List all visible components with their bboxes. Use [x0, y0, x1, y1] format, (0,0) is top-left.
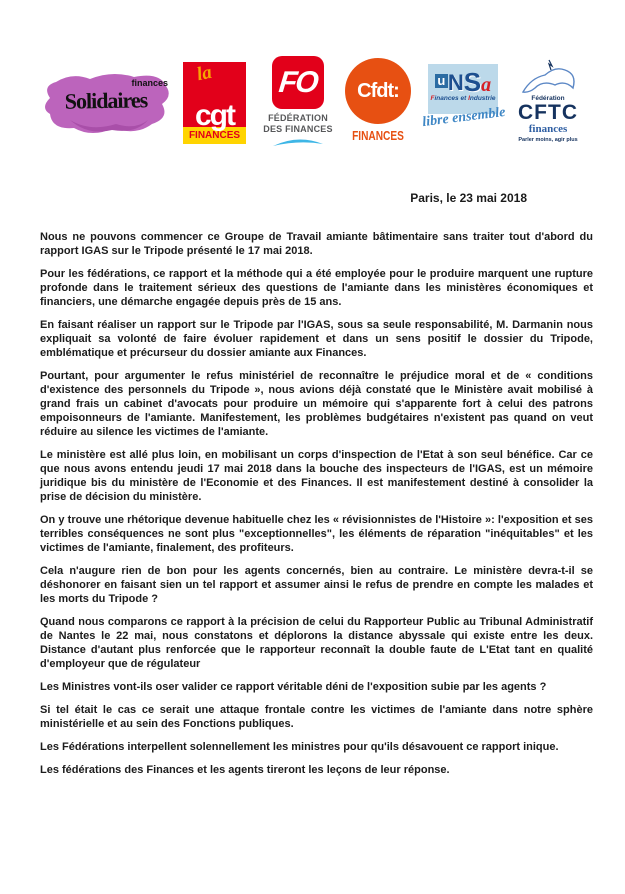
paragraph-8: Quand nous comparons ce rapport à la précision de celui du Rapporteur Public au Tribunal Administratif de Nantes le 22 mai, nous constatons et déplorons la distance abyssale qui existe entre les deux. Distance d'autant plus renforcée que le rapporteur reconnaît la double faute de L'Etat tant en qualité d'employeur que de régulateur	[40, 616, 593, 670]
unsa-letter-s: S	[463, 66, 482, 97]
cftc-wordmark: CFTC	[518, 101, 578, 124]
unsa-finances-industrie-label: Finances et Industrie	[430, 95, 496, 102]
unsa-finances-industrie-logo	[421, 64, 507, 140]
fo-swoosh-icon	[269, 137, 327, 147]
unsa-blue-box	[421, 64, 507, 131]
dateline: Paris, le 23 mai 2018	[410, 191, 527, 205]
fo-des-finances-label: DES FINANCES	[263, 124, 333, 135]
solidaires-wordmark: Solidaires	[64, 87, 148, 114]
cgt-wordmark: cgt	[195, 99, 234, 132]
cftc-tagline: Parler moins, agir plus	[518, 137, 578, 144]
unsa-wordmark	[428, 66, 498, 97]
cftc-finances-logo	[506, 58, 590, 144]
letter-body	[40, 230, 593, 786]
paragraph-4: Pourtant, pour argumenter le refus ministériel de reconnaître le préjudice moral et de « conditions d'existence des personnels du Tripode », nous avions déjà constaté que le Ministère avait mobilisé à grand frais un cabinet d'avocats pour produire un mémoire qui s'apparente fort à celui des patrons empoisonneurs de l'amiante. Manifestement, les problèmes budgétaires n'existent pas quand on veut réduire au silence les victimes de l'amiante.	[40, 370, 593, 438]
cgt-finances-logo	[183, 62, 246, 146]
paragraph-2: Pour les fédérations, ce rapport et la méthode qui a été employée pour le produire marquent une rupture profonde dans le traitement sérieux des questions de l'amiante dans les ministères économiques et financiers, une démarche engagée depuis près de 15 ans.	[40, 268, 593, 308]
fo-red-box	[272, 56, 324, 109]
paragraph-3: En faisant réaliser un rapport sur le Tripode par l'IGAS, sous sa seule responsabilité, M. Darmanin nous expliquait sa volonté de faire évoluer rapidement et dans un sens positif le dossier du Tripode, emblématique et précurseur du dossier amiante aux Finances.	[40, 319, 593, 359]
cgt-la-script: la	[194, 61, 214, 86]
cgt-finances-band: FINANCES	[183, 127, 246, 144]
paragraph-6: On y trouve une rhétorique devenue habituelle chez les « révisionnistes de l'Histoire »: l'exposition et ses terribles conséquences ne sont plus "exceptionnelles", les éléments de réparation "inéquitables" et les victimes de l'amiante, finalement, des profiteurs.	[40, 514, 593, 554]
unsa-libre-ensemble-script: libre ensemble	[421, 104, 507, 131]
fo-federation-finances-logo	[252, 56, 344, 150]
cfdt-finances-label: FINANCES	[352, 128, 404, 143]
paragraph-9: Les Ministres vont-ils oser valider ce rapport véritable déni de l'exposition subie par les agents ?	[40, 681, 547, 693]
unsa-letter-n: N	[447, 70, 464, 95]
fo-wordmark: FO	[277, 65, 319, 99]
paragraph-11: Les Fédérations interpellent solennellement les ministres pour qu'ils désavouent ce rapport inique.	[40, 741, 559, 753]
cfdt-orange-circle	[345, 58, 411, 124]
unsa-letter-a: a	[481, 74, 492, 96]
paragraph-1: Nous ne pouvons commencer ce Groupe de Travail amiante bâtimentaire sans traiter tout d'abord du rapport IGAS sur le Tripode présenté le 17 mai 2018.	[40, 231, 593, 257]
cfdt-wordmark: Cfdt:	[357, 79, 399, 102]
paragraph-7: Cela n'augure rien de bon pour les agents concernés, bien au contraire. Le ministère devra-t-il se déshonorer en faisant sien un tel rapport et assumer ainsi le refus de prendre en compte les malades et les morts du Tripode ?	[40, 565, 593, 605]
cfdt-finances-logo	[338, 58, 418, 150]
paragraph-10: Si tel était le cas ce serait une attaque frontale contre les victimes de l'amiante dans notre sphère ministérielle et au sein des Fonctions publiques.	[40, 704, 593, 730]
paragraph-5: Le ministère est allé plus loin, en mobilisant un corps d'inspection de l'Etat à son seul bénéfice. Car ce que nous avons entendu jeudi 17 mai 2018 dans la bouche des inspecteurs de l'IGAS, est un mémoire juridique bis du ministère de l'Economie et des Finances. Il est manifestement destiné à consolider la prise de décision du ministère.	[40, 449, 593, 503]
cftc-bird-icon	[515, 58, 581, 96]
cftc-finances-label: finances	[528, 123, 568, 135]
paragraph-12: Les fédérations des Finances et les agents tireront les leçons de leur réponse.	[40, 764, 450, 776]
solidaires-finances-label: finances	[131, 78, 168, 88]
solidaires-finances-logo	[40, 66, 172, 142]
cgt-red-square	[183, 61, 246, 132]
cftc-federation-label: Fédération	[531, 95, 565, 102]
fo-federation-label: FÉDÉRATION	[268, 113, 328, 123]
unsa-letter-u: u	[435, 74, 448, 88]
